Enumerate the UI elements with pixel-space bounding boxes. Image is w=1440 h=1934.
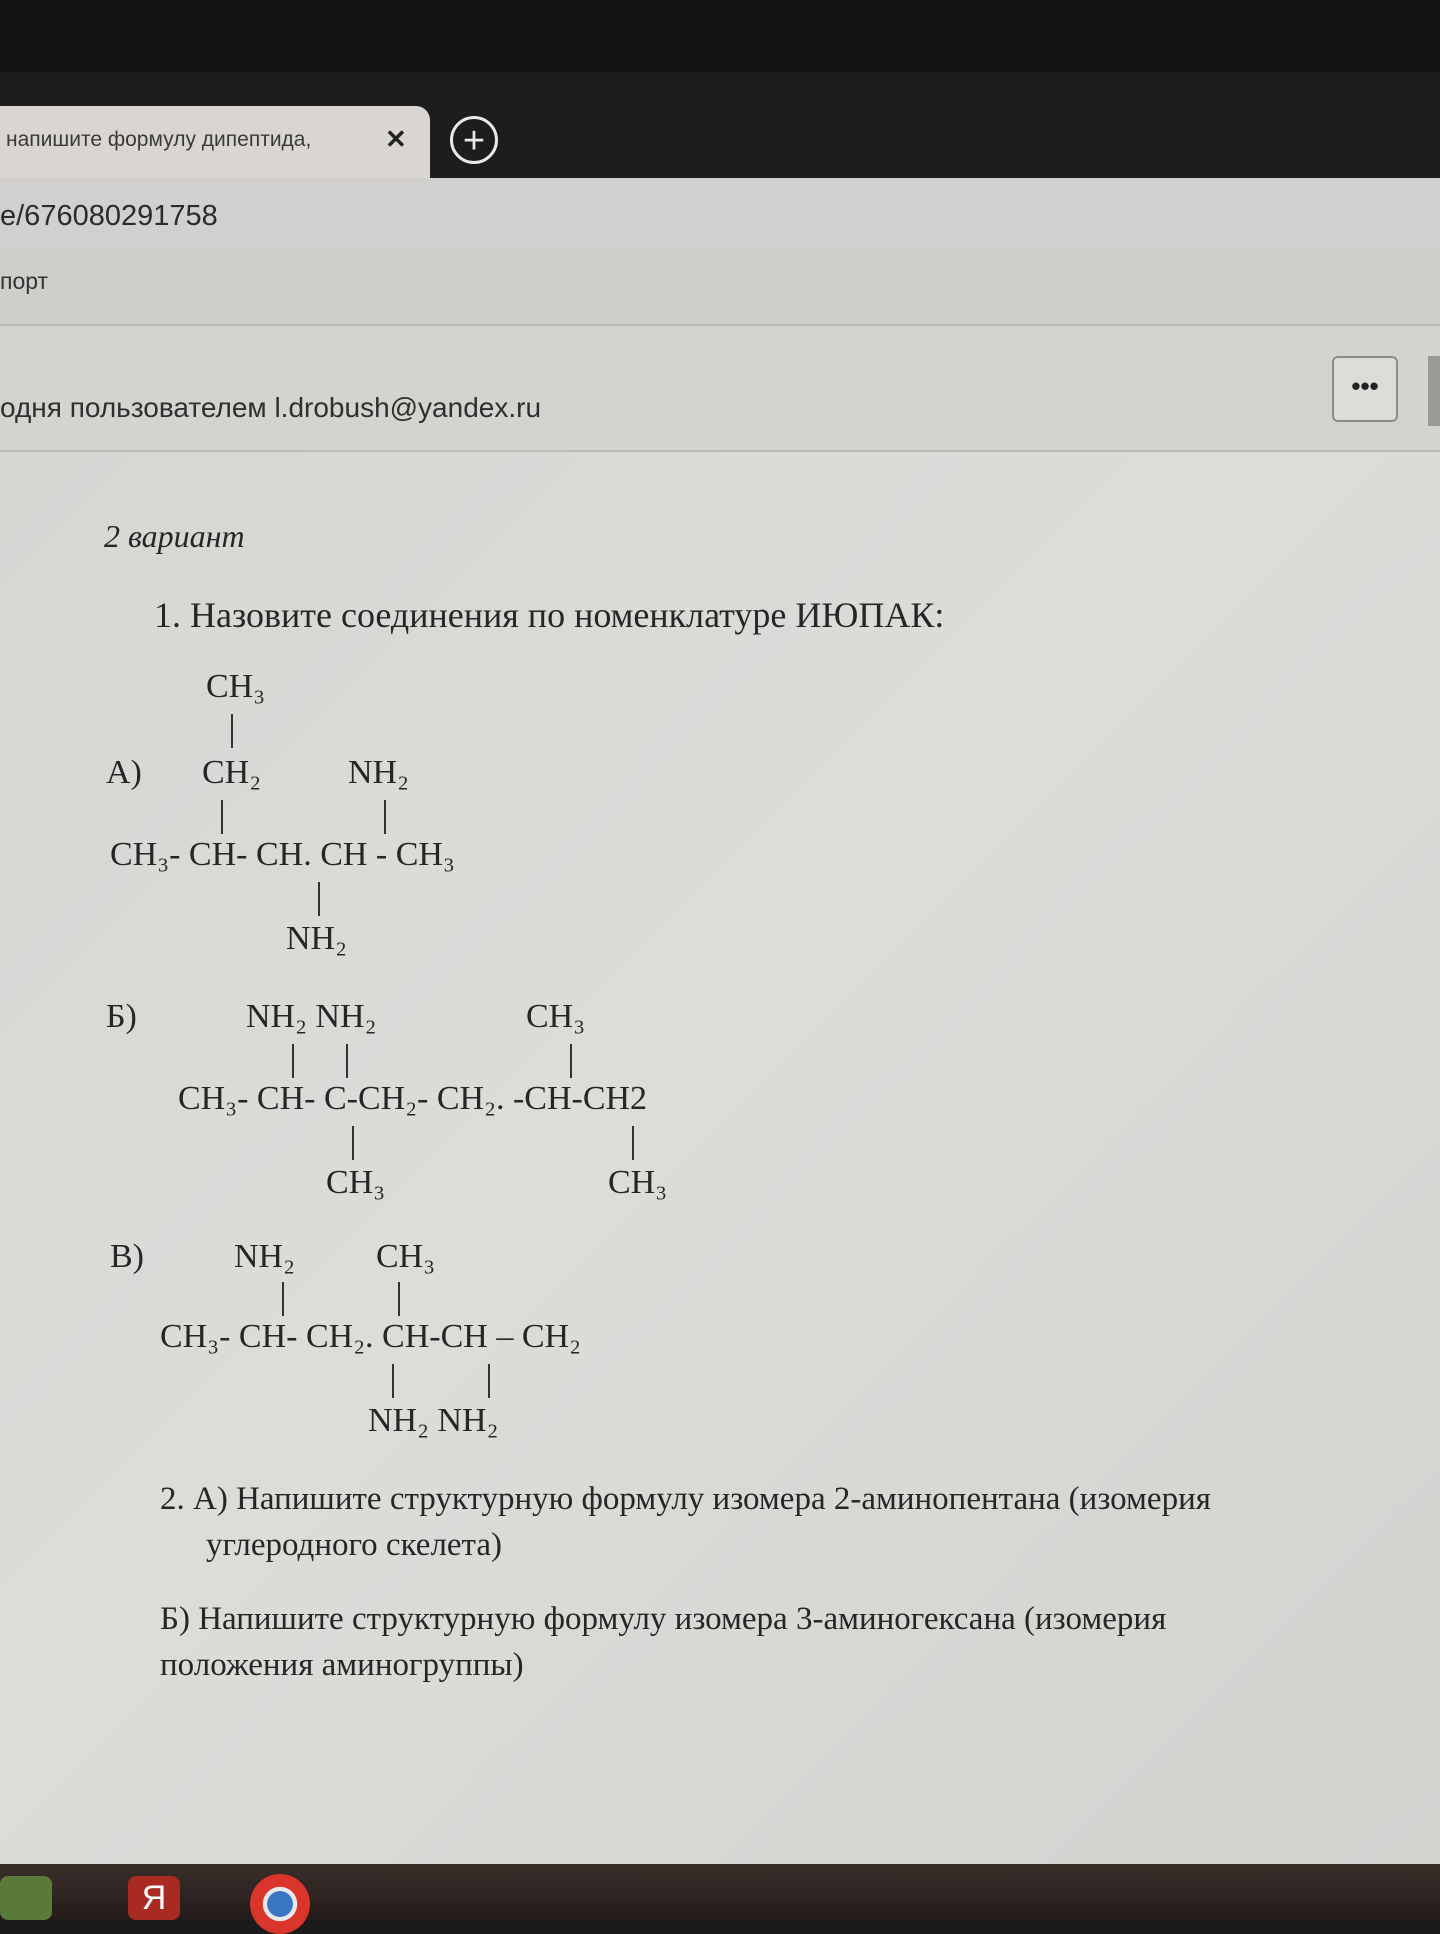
c-ch3-top: CH₃	[376, 1238, 436, 1275]
yandex-browser-icon[interactable]: Я	[128, 1876, 180, 1920]
question-2a-line-2: углеродного скелета)	[206, 1527, 503, 1563]
a-bond-4	[318, 882, 320, 916]
b-ch3-top: CH₃	[526, 998, 586, 1035]
c-bond-3	[392, 1364, 394, 1398]
b-bond-5	[632, 1126, 634, 1160]
a-chain: CH₃- CH- CH. CH - CH₃	[110, 836, 455, 873]
address-text[interactable]: e/676080291758	[0, 200, 218, 232]
c-label: В)	[110, 1238, 144, 1275]
signal-app-icon[interactable]	[0, 1876, 52, 1920]
chrome-icon[interactable]	[250, 1874, 310, 1934]
edge-button[interactable]	[1428, 356, 1440, 426]
c-chain: CH₃- CH- CH₂. CH-CH – CH₂	[160, 1318, 581, 1355]
close-tab-icon[interactable]: ✕	[385, 124, 407, 154]
b-chain: CH₃- CH- C-CH₂- CH₂. -CH-CH2	[178, 1080, 648, 1117]
variant-heading: 2 вариант	[104, 518, 245, 554]
question-1: 1. Назовите соединения по номенклатуре ИЮПАК:	[154, 595, 945, 635]
c-bond-1	[282, 1282, 284, 1316]
b-bond-4	[352, 1126, 354, 1160]
bookmarks-bar	[0, 248, 1440, 326]
b-label: Б)	[106, 998, 137, 1035]
question-2b-line-2: положения аминогруппы)	[160, 1647, 524, 1683]
c-nh2-bottom: NH₂ NH₂	[368, 1402, 499, 1439]
taskbar	[0, 1864, 1440, 1920]
a-nh2-top: NH₂	[348, 754, 409, 791]
b-bond-3	[570, 1044, 572, 1078]
a-label: А)	[106, 754, 142, 791]
document-page	[0, 452, 1440, 1864]
question-2a	[160, 1476, 1211, 1568]
b-bond-2	[346, 1044, 348, 1078]
b-ch3-bottom-right: CH₃	[608, 1164, 668, 1201]
tab-title: напишите формулу дипептида,	[6, 128, 312, 151]
more-options-button[interactable]: •••	[1332, 356, 1398, 422]
a-top-ch3: CH₃	[206, 668, 266, 705]
info-bar	[0, 326, 1440, 452]
new-tab-button[interactable]: +	[450, 116, 498, 164]
a-ch2: CH₂	[202, 754, 262, 791]
question-2b	[160, 1596, 1166, 1688]
b-ch3-bottom-left: CH₃	[326, 1164, 386, 1201]
a-bond-2	[221, 800, 223, 834]
address-bar[interactable]	[0, 178, 1440, 248]
browser-tab[interactable]	[0, 106, 430, 178]
c-bond-2	[398, 1282, 400, 1316]
c-bond-4	[488, 1364, 490, 1398]
bookmark-item[interactable]: порт	[0, 268, 49, 294]
question-2b-line-1: Б) Напишите структурную формулу изомера 3-аминогексана (изомерия	[160, 1601, 1167, 1637]
c-nh2-top: NH₂	[234, 1238, 295, 1275]
shared-by-text: одня пользователем l.drobush@yandex.ru	[0, 392, 542, 423]
a-bond-3	[384, 800, 386, 834]
b-bond-1	[292, 1044, 294, 1078]
a-nh2-bottom: NH₂	[286, 920, 347, 957]
a-bond-1	[231, 714, 233, 748]
question-2a-line-1: 2. А) Напишите структурную формулу изомера 2-аминопентана (изомерия	[160, 1481, 1211, 1517]
b-nh2-pair: NH₂ NH₂	[246, 998, 377, 1035]
